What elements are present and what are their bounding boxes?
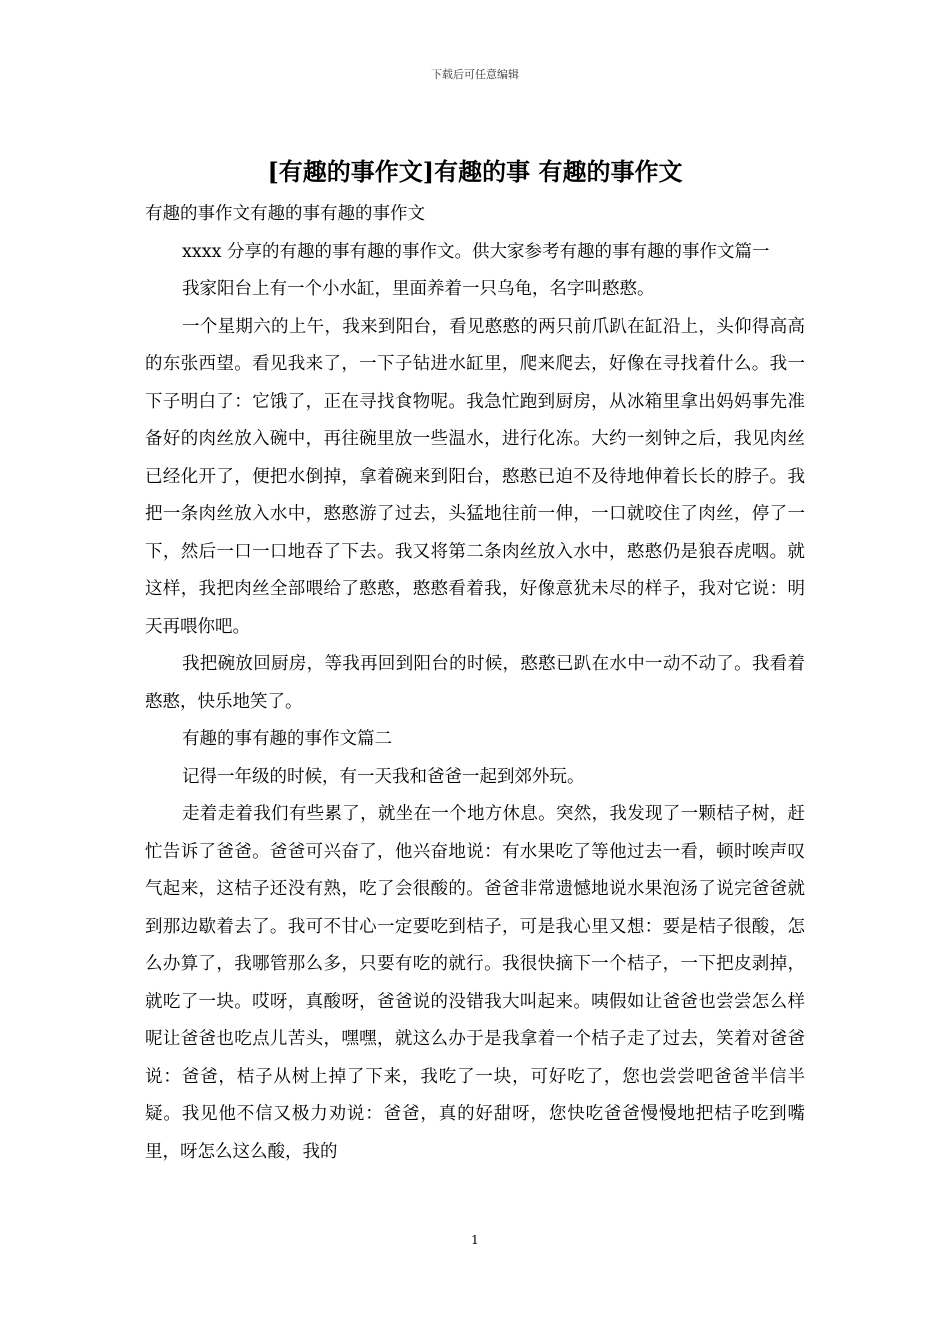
document-title: [有趣的事作文]有趣的事 有趣的事作文 [267, 157, 683, 186]
paragraph: xxxx 分享的有趣的事有趣的事作文。供大家参考有趣的事有趣的事作文篇一 [182, 241, 770, 262]
page-number: 1 [471, 1233, 479, 1247]
paragraph: 走着走着我们有些累了，就坐在一个地方休息。突然，我发现了一颗桔子树，赶忙告诉了爸爸。爸爸可兴奋了，他兴奋地说：有水果吃了等他过去一看，顿时唉声叹气起来，这桔子还没有熟，吃了会很酸的。爸爸非常遗憾地说水果泡汤了说完爸爸就到那边歇着去了。我可不甘心一定要吃到桔子，可是我心里又想：要是桔子很酸，怎么办算了，我哪管那么多，只要有吃的就行。我很快摘下一个桔子，一下把皮剥掉，就吃了一块。哎呀，真酸呀，爸爸说的没错我大叫起来。咦假如让爸爸也尝尝怎么样呢让爸爸也吃点儿苦头，嘿嘿，就这么办于是我拿着一个桔子走了过去，笑着对爸爸说：爸爸，桔子从树上掉了下来，我吃了一块，可好吃了，您也尝尝吧爸爸半信半疑。我见他不信又极力劝说：爸爸，真的好甜呀，您快吃爸爸慢慢地把桔子吃到嘴里，呀怎么这么酸，我的 [145, 804, 805, 1162]
page-header: 下载后可任意编辑 [431, 68, 519, 81]
paragraph: 我家阳台上有一个小水缸，里面养着一只乌龟，名字叫憨憨。 [182, 279, 655, 299]
paragraph: 我把碗放回厨房，等我再回到阳台的时候，憨憨已趴在水中一动不动了。我看着憨憨，快乐地笑了。 [145, 654, 805, 712]
section-heading: 有趣的事有趣的事作文篇二 [182, 729, 392, 749]
paragraph: 记得一年级的时候，有一天我和爸爸一起到郊外玩。 [182, 766, 585, 787]
paragraph: 有趣的事作文有趣的事有趣的事作文 [145, 204, 425, 224]
document-body [145, 196, 805, 1171]
paragraph: 一个星期六的上午，我来到阳台，看见憨憨的两只前爪趴在缸沿上，头仰得高高的东张西望。看见我来了，一下子钻进水缸里，爬来爬去，好像在寻找着什么。我一下子明白了：它饿了，正在寻找食物呢。我急忙跑到厨房，从冰箱里拿出妈妈事先准备好的肉丝放入碗中，再往碗里放一些温水，进行化冻。大约一刻钟之后，我见肉丝已经化开了，便把水倒掉，拿着碗来到阳台，憨憨已迫不及待地伸着长长的脖子。我把一条肉丝放入水中，憨憨游了过去，头猛地往前一伸，一口就咬住了肉丝，停了一下，然后一口一口地吞了下去。我又将第二条肉丝放入水中，憨憨仍是狼吞虎咽。就这样，我把肉丝全部喂给了憨憨，憨憨看着我，好像意犹未尽的样子，我对它说：明天再喂你吧。 [145, 316, 805, 637]
